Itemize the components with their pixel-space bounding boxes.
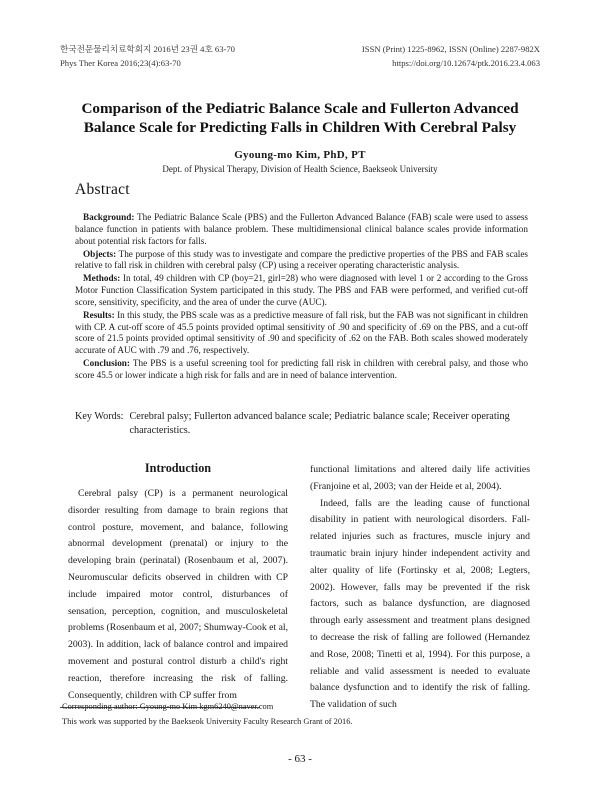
page-number: - 63 - <box>288 753 312 765</box>
abstract-results <box>75 310 528 358</box>
paper-title <box>40 99 560 137</box>
author-name: Gyoung-mo Kim, PhD, PT <box>234 149 366 161</box>
background-text: The Pediatric Balance Scale (PBS) and the Fullerton Advanced Balance (FAB) scale were used to assess balance function in patients with balance problem. These multidimensional clinical balance scales provide information about potential risk factors for falls. <box>75 212 528 246</box>
introduction-paragraph-1-continued: functional limitations and altered daily life activities (Franjoine et al, 2003; van der Heide et al, 2004). <box>310 464 530 492</box>
results-label: Results: <box>83 309 115 320</box>
key-words <box>75 410 528 437</box>
methods-text: In total, 49 children with CP (boy=21, girl=28) who were diagnosed with level 1 or 2 according to the Gross Motor Function Classification System participated in this study. The PBS and FAB were performed, and verified cut-off score, sensitivity, specificity, and the area of under the curve (AUC). <box>75 273 528 307</box>
conclusion-text: The PBS is a useful screening tool for predicting fall risk in children with cerebral palsy, and those who score 45.5 or lower indicate a high risk for falls and are in need of balance intervention. <box>75 358 528 380</box>
journal-header-right <box>362 42 540 70</box>
introduction-heading: Introduction <box>144 461 212 475</box>
introduction-paragraph-1: Cerebral palsy (CP) is a permanent neurological disorder resulting from damage to brain regions that control posture, movement, and balance, following abnormal development (prenatal) or injury to the developing brain (perinatal) (Rosenbaum et al, 2007). Neuromuscular deficits observed in children with CP include impaired motor control, disturbances of sensation, perception, cognition, and musculoskeletal problems (Rosenbaum et al, 2007; Shumway-Cook et al, 2003). In addition, lack of balance control and impaired movement and postural control disturb a child's right reaction, therefore increasing the risk of falling. Consequently, children with CP suffer from <box>68 488 288 701</box>
paper-title-line-2: Balance Scale for Predicting Falls in Children With Cerebral Palsy <box>83 119 517 136</box>
doi-link[interactable]: https://doi.org/10.12674/ptk.2016.23.4.063 <box>392 58 540 68</box>
key-words-text: Cerebral palsy; Fullerton advanced balance scale; Pediatric balance scale; Receiver operating characteristics. <box>129 411 510 436</box>
key-words-label: Key Words: <box>75 411 124 422</box>
objects-label: Objects: <box>83 248 117 259</box>
introduction-paragraph-2: Indeed, falls are the leading cause of functional disability in patient with neurological disorders. Fall-related injuries such as fractures, muscle injury and traumatic brain injury hinder independent activity and alter quality of life (Fortinsky et al, 2008; Legters, 2002). However, falls may be prevented if the risk factors, such as balance dysfunction, are diagnosed through early assessment and treatment plans designed to decrease the risk of falling are followed (Hernandez and Rose, 2008; Tinetti et al, 1994). For this purpose, a reliable and valid assessment is needed to evaluate balance dysfunction and to identify the risk of falling. The validation of such <box>310 497 530 711</box>
journal-citation-korean: 한국전문물리치료학회지 2016년 23권 4호 63-70 <box>60 44 235 54</box>
results-text: In this study, the PBS scale was as a predictive measure of fall risk, but the FAB was not significant in children with CP. A cut-off score of 45.5 points provided optimal sensitivity of .90 and specificity of .69 on the PBS, and a cut-off score of 21.5 points provided optimal sensitivity of .90 and specificity of .62 on the FAB. Both scales showed moderately accurate of AUC with .79 and .76, respectively. <box>75 309 528 356</box>
background-label: Background: <box>83 212 135 222</box>
methods-label: Methods: <box>83 273 121 284</box>
abstract-methods <box>75 273 528 309</box>
funding-note: This work was supported by the Baekseok University Faculty Research Grant of 2016. <box>62 716 353 726</box>
objects-text: The purpose of this study was to investigate and compare the predictive properties of the PBS and FAB scales relative to fall risk in children with cerebral palsy (CP) using a receiver operating characteristic analysis. <box>75 248 528 271</box>
issn-line: ISSN (Print) 1225-8962, ISSN (Online) 2287-982X <box>361 44 540 54</box>
abstract-body <box>75 212 528 383</box>
corresponding-author-note: Corresponding author: Gyoung-mo Kim kgm6240@naver.com <box>62 702 274 711</box>
conclusion-label: Conclusion: <box>83 358 130 369</box>
abstract-heading: Abstract <box>75 181 130 198</box>
abstract-conclusion <box>75 358 528 382</box>
abstract-objects <box>75 249 528 273</box>
author-affiliation: Dept. of Physical Therapy, Division of Health Science, Baekseok University <box>162 164 438 174</box>
body-column-right <box>310 462 530 714</box>
paper-title-line-1: Comparison of the Pediatric Balance Scale and Fullerton Advanced <box>81 100 519 117</box>
abstract-background <box>75 212 528 248</box>
journal-header-left <box>60 42 235 70</box>
journal-citation: Phys Ther Korea 2016;23(4):63-70 <box>60 58 181 68</box>
footnotes <box>62 700 353 729</box>
body-column-left <box>68 460 288 704</box>
